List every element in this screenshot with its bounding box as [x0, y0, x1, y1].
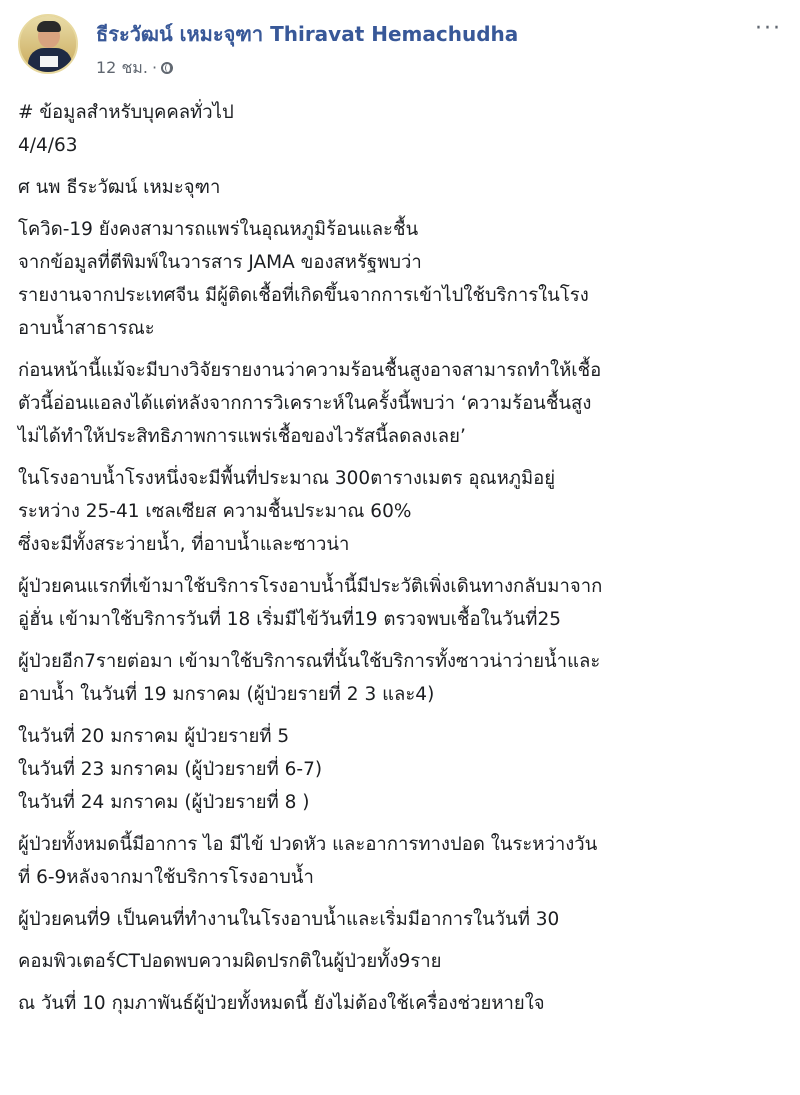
post-paragraph [18, 96, 782, 162]
post-text-line: ซึ่งจะมีทั้งสระว่ายน้ำ, ที่อาบน้ำและซาวน่า [18, 534, 350, 555]
author-avatar[interactable] [18, 14, 78, 74]
post-text-line: # ข้อมูลสำหรับบุคคลทั่วไป [18, 102, 234, 123]
post-text-line: ในวันที่ 20 มกราคม ผู้ป่วยรายที่ 5 [18, 726, 290, 747]
globe-icon[interactable] [161, 62, 173, 74]
post-text-line: รายงานจากประเทศจีน มีผู้ติดเชื้อที่เกิดขึ้นจากการเข้าไปใช้บริการในโรง [18, 285, 589, 306]
post-paragraph [18, 987, 782, 1020]
post-text-line: อาบน้ำ ในวันที่ 19 มกราคม (ผู้ป่วยรายที่ 2 3 และ4) [18, 684, 435, 705]
post-text-line: ในโรงอาบน้ำโรงหนึ่งจะมีพื้นที่ประมาณ 300ตารางเมตร อุณหภูมิอยู่ [18, 468, 556, 489]
post-paragraph [18, 354, 782, 453]
post-paragraph [18, 828, 782, 894]
post-text-line: ตัวนี้อ่อนแอลงได้แต่หลังจากการวิเคราะห์ในครั้งนี้พบว่า ‘ความร้อนชื้นสูง [18, 393, 592, 414]
post-header [14, 12, 786, 82]
post-text-line: โควิด-19 ยังคงสามารถแพร่ในอุณหภูมิร้อนและชื้น [18, 219, 419, 240]
post-paragraph [18, 720, 782, 819]
author-name-link[interactable]: ธีระวัฒน์ เหมะจุฑา Thiravat Hemachudha [96, 22, 519, 46]
post-text-line: ณ วันที่ 10 กุมภาพันธ์ผู้ป่วยทั้งหมดนี้ ยังไม่ต้องใช้เครื่องช่วยหายใจ [18, 993, 545, 1014]
post-text-line: คอมพิวเตอร์CTปอดพบความผิดปรกติในผู้ป่วยทั้ง9ราย [18, 951, 442, 972]
post-text-line: ผู้ป่วยอีก7รายต่อมา เข้ามาใช้บริการณที่นั้นใช้บริการทั้งซาวน่าว่ายน้ำและ [18, 651, 601, 672]
post-text-line: ผู้ป่วยคนที่9 เป็นคนที่ทำงานในโรงอาบน้ำและเริ่มมีอาการในวันที่ 30 [18, 909, 560, 930]
post-text-line: ที่ 6-9หลังจากมาใช้บริการโรงอาบน้ำ [18, 867, 314, 888]
post-paragraph [18, 213, 782, 345]
meta-separator: · [151, 58, 158, 77]
post-text-line: จากข้อมูลที่ตีพิมพ์ในวารสาร JAMA ของสหรัฐพบว่า [18, 252, 422, 273]
post-text-line: ก่อนหน้านี้แม้จะมีบางวิจัยรายงานว่าความร้อนชื้นสูงอาจสามารถทำให้เชื้อ [18, 360, 602, 381]
post-text-line: ในวันที่ 24 มกราคม (ผู้ป่วยรายที่ 8 ) [18, 792, 310, 813]
post-paragraph [18, 570, 782, 636]
post-text-line: 4/4/63 [18, 135, 78, 156]
post-text-line: อาบน้ำสาธารณะ [18, 318, 155, 339]
post-text-line: ไม่ได้ทำให้ประสิทธิภาพการแพร่เชื้อของไวรัสนี้ลดลงเลย’ [18, 426, 466, 447]
post-meta [96, 56, 173, 81]
post-text-line: ศ นพ ธีระวัฒน์ เหมะจุฑา [18, 177, 221, 198]
post-paragraph [18, 903, 782, 936]
post-text-line: ในวันที่ 23 มกราคม (ผู้ป่วยรายที่ 6-7) [18, 759, 323, 780]
post-paragraph [18, 171, 782, 204]
post-body [18, 96, 782, 1029]
post-text-line: ผู้ป่วยคนแรกที่เข้ามาใช้บริการโรงอาบน้ำนี้มีประวัติเพิ่งเดินทางกลับมาจาก [18, 576, 603, 597]
post-timestamp-link[interactable]: 12 ชม. [96, 58, 148, 77]
post-text-line: ระหว่าง 25-41 เซลเซียส ความชื้นประมาณ 60% [18, 501, 412, 522]
post-text-line: ผู้ป่วยทั้งหมดนี้มีอาการ ไอ มีไข้ ปวดหัว และอาการทางปอด ในระหว่างวัน [18, 834, 598, 855]
post-paragraph [18, 645, 782, 711]
post-text-line: อู่ฮั่น เข้ามาใช้บริการวันที่ 18 เริ่มมีไข้วันที่19 ตรวจพบเชื้อในวันที่25 [18, 609, 562, 630]
more-options-button[interactable]: ··· [755, 16, 782, 41]
post-paragraph [18, 462, 782, 561]
post-paragraph [18, 945, 782, 978]
